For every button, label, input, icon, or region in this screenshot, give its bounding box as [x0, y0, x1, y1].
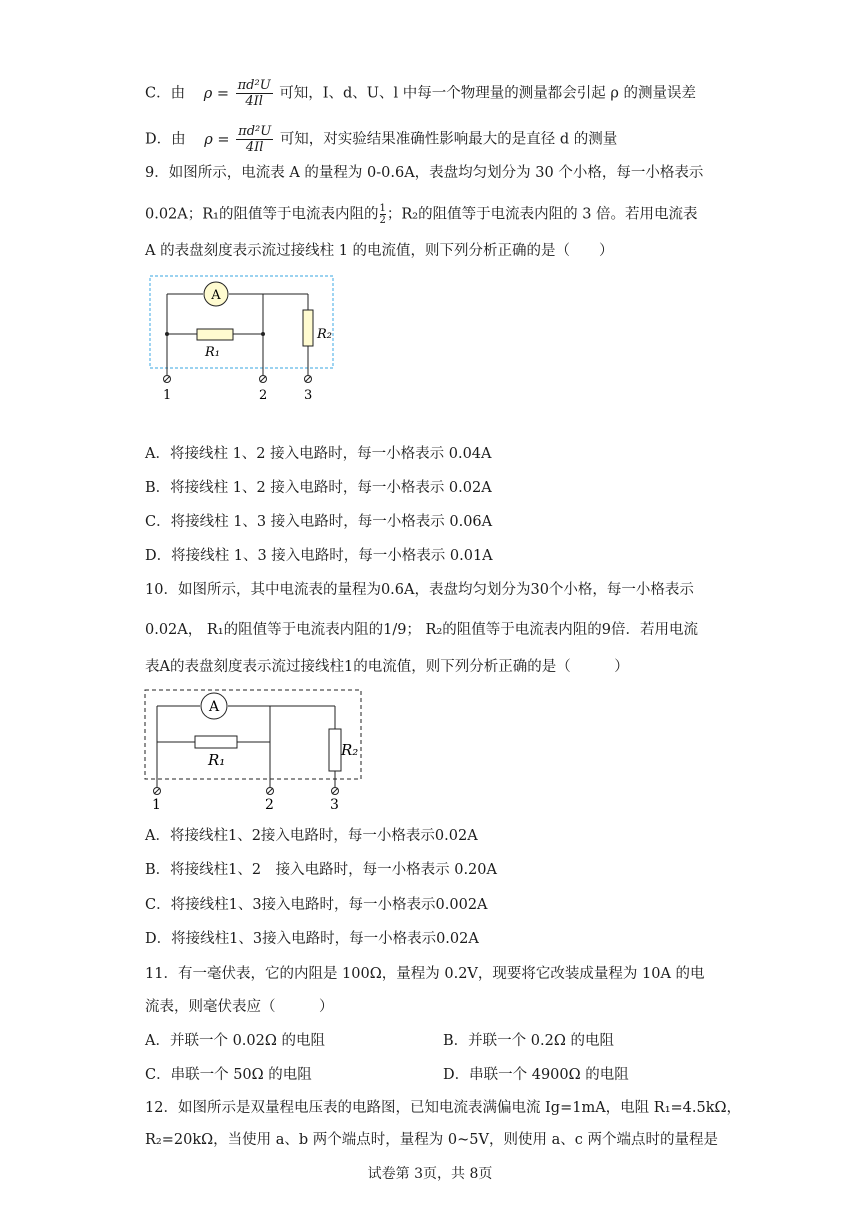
q9-frac-num: 1 [379, 203, 386, 214]
q9-r1-label: R₁ [205, 345, 220, 360]
q11-stem-line2: 流表，则毫伏表应（ ） [145, 999, 334, 1015]
q8-d-formula [236, 124, 273, 155]
q9-terminal-1-label: 1 [163, 388, 172, 402]
q9-stem-line2 [145, 203, 698, 226]
q8-d-suffix: 可知，对实验结果准确性影响最大的是直径 d 的测量 [279, 131, 618, 148]
q8-c-prefix: C．由 [145, 85, 186, 102]
q9-ammeter-label: A [211, 288, 221, 303]
q12-stem-line2: R₂=20kΩ，当使用 a、b 两个端点时，量程为 0~5V，则使用 a、c 两个端点时的量程是 [145, 1132, 718, 1148]
q11-option-a: A．并联一个 0.02Ω 的电阻 [145, 1033, 325, 1049]
q10-option-a: A．将接线柱1、2接入电路时，每一小格表示0.02A [145, 828, 478, 844]
q10-stem-line1: 10．如图所示，其中电流表的量程为0.6A，表盘均匀划分为30个小格，每一小格表示 [145, 582, 694, 598]
q10-option-d: D．将接线柱1、3接入电路时，每一小格表示0.02A [145, 931, 479, 947]
q8-c-denominator: 4Il [245, 94, 263, 109]
q9-circuit-diagram [145, 270, 345, 402]
q8-c-formula [236, 78, 273, 109]
q9-line2-b: ；R₂的阻值等于电流表内阻的 3 倍。若用电流表 [386, 206, 698, 223]
q10-r2-label: R₂ [341, 741, 359, 759]
q8-d-rho: ρ = [204, 131, 230, 148]
q9-line2-a: 0.02A；R₁的阻值等于电流表内阻的 [145, 206, 379, 223]
q10-ammeter-label: A [208, 699, 220, 715]
q11-option-d: D．串联一个 4900Ω 的电阻 [443, 1067, 629, 1083]
q10-stem-line2: 0.02A， R₁的阻值等于电流表内阻的1/9； R₂的阻值等于电流表内阻的9倍．若用电流 [145, 622, 698, 638]
q9-fraction [380, 203, 386, 226]
q10-resistor-r1 [195, 736, 237, 748]
q11-option-b: B．并联一个 0.2Ω 的电阻 [443, 1033, 614, 1049]
q9-frac-den: 2 [379, 215, 386, 226]
q10-stem-line3: 表A的表盘刻度表示流过接线柱1的电流值，则下列分析正确的是（ ） [145, 659, 629, 675]
q9-terminal-3-label: 3 [304, 388, 313, 402]
q8-d-denominator: 4Il [245, 140, 264, 155]
q9-stem-line1: 9．如图所示，电流表 A 的量程为 0-0.6A，表盘均匀划分为 30 个小格，每一小格表示 [145, 165, 704, 181]
q10-terminal-1-label: 1 [152, 797, 161, 813]
q10-terminal-2-label: 2 [265, 797, 274, 813]
q9-option-d: D．将接线柱 1、3 接入电路时，每一小格表示 0.01A [145, 548, 493, 564]
q10-circuit-diagram [140, 685, 370, 813]
q9-terminal-2-label: 2 [259, 388, 268, 402]
page-footer: 试卷第 3页，共 8页 [367, 1166, 493, 1182]
q10-option-b: B．将接线柱1、2 接入电路时，每一小格表示 0.20A [145, 862, 497, 878]
q8-option-d [145, 124, 617, 155]
q8-option-c [145, 78, 696, 109]
q9-option-c: C．将接线柱 1、3 接入电路时，每一小格表示 0.06A [145, 514, 493, 530]
q10-r1-label: R₁ [208, 751, 226, 769]
q8-c-rho: ρ = [203, 85, 230, 102]
q8-c-suffix: 可知，I、d、U、l 中每一个物理量的测量都会引起 ρ 的测量误差 [279, 85, 696, 102]
q10-resistor-r2 [329, 729, 341, 771]
q12-stem-line1: 12．如图所示是双量程电压表的电路图，已知电流表满偏电流 Ig=1mA，电阻 R₁=4.5kΩ， [145, 1100, 742, 1116]
q10-terminal-3-label: 3 [330, 797, 339, 813]
q9-resistor-r1 [197, 329, 233, 340]
q8-d-prefix: D．由 [145, 131, 186, 148]
q11-stem-line1: 11．有一毫伏表，它的内阻是 100Ω，量程为 0.2V，现要将它改装成量程为 10A 的电 [145, 966, 705, 982]
q8-c-numerator: πd²U [237, 78, 271, 93]
q11-option-c: C．串联一个 50Ω 的电阻 [145, 1067, 312, 1083]
q9-stem-line3: A 的表盘刻度表示流过接线柱 1 的电流值，则下列分析正确的是（ ） [145, 243, 614, 259]
q9-option-b: B．将接线柱 1、2 接入电路时，每一小格表示 0.02A [145, 480, 492, 496]
q10-option-c: C．将接线柱1、3接入电路时，每一小格表示0.002A [145, 897, 488, 913]
q9-resistor-r2 [303, 310, 313, 346]
q9-option-a: A．将接线柱 1、2 接入电路时，每一小格表示 0.04A [145, 446, 492, 462]
q8-d-numerator: πd²U [238, 124, 272, 139]
q9-r2-label: R₂ [317, 327, 332, 342]
